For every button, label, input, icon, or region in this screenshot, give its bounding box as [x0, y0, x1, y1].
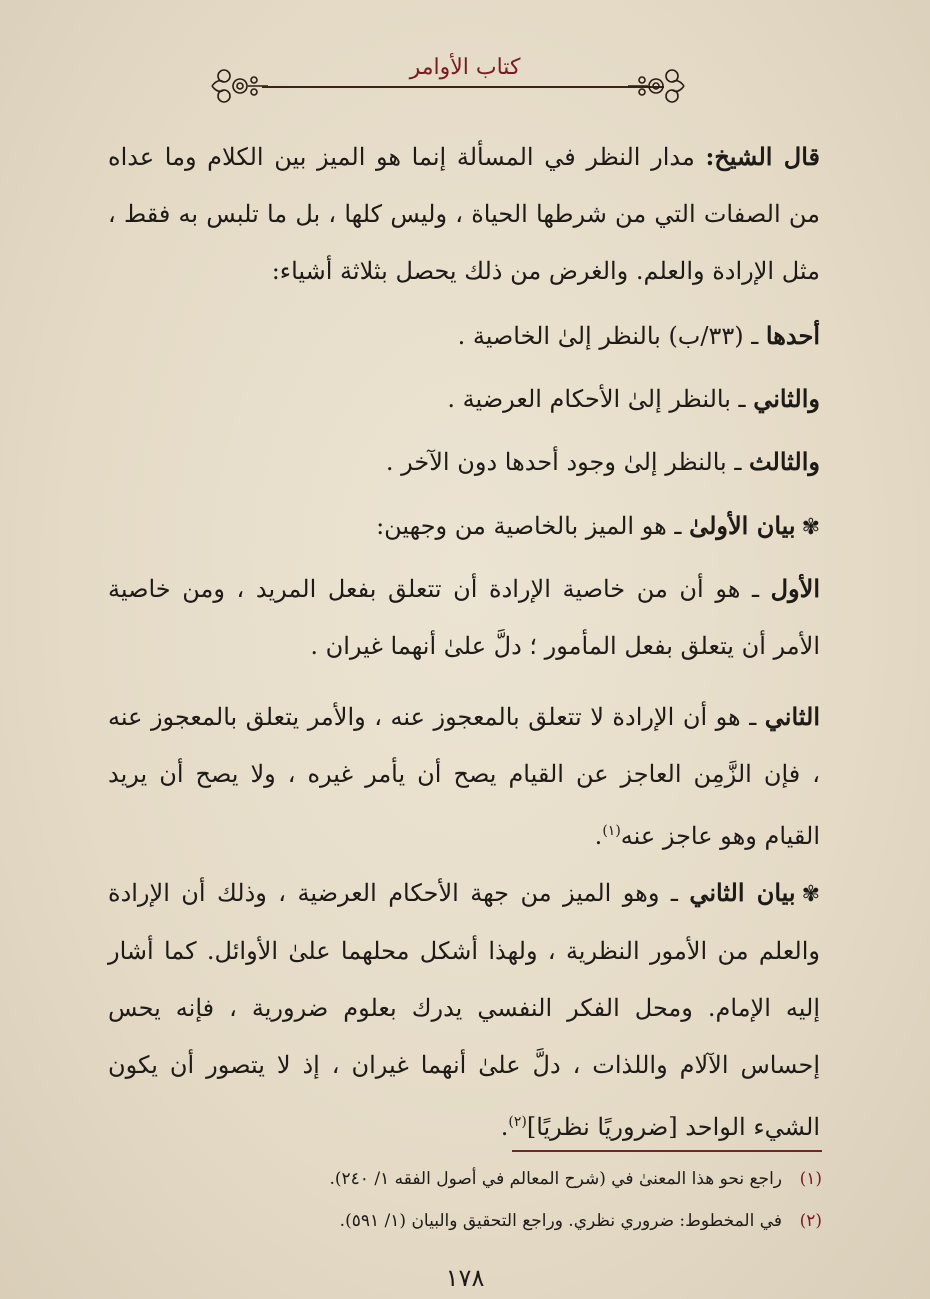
- list-item: [108, 370, 820, 428]
- paragraph-first: [108, 560, 820, 675]
- section-lead: بيان الثاني: [689, 878, 796, 907]
- flower-marker-icon: ✾: [801, 515, 820, 540]
- paragraph-lead: الثاني: [764, 702, 820, 731]
- list-item: [108, 433, 820, 491]
- header-ornament-left-icon: [210, 66, 268, 106]
- paragraph-text: ـ هو أن من خاصية الإرادة أن تتعلق بفعل المريد ، ومن خاصية الأمر أن يتعلق بفعل المأمور ؛ دلَّ علىٰ أنهما غيران .: [108, 575, 820, 660]
- section-bayan-second: [108, 864, 820, 1156]
- section-text: ـ وهو الميز من جهة الأحكام العرضية ، وذلك أن الإرادة والعلم من الأمور النظرية ، ولهذا أشكل محلهما علىٰ الأوائل. كما أشار إليه الإمام. ومحل الفكر النفسي يدرك بعلوم ضرورية ، فإنه يحس إحساس الآلام واللذات ، دلَّ علىٰ أنهما غيران ، إذ لا يتصور أن يكون الشيء الواحد [ضروريًا نظريًا]: [108, 879, 821, 1141]
- list-item: [108, 307, 820, 365]
- footnote-number: (١): [799, 1169, 822, 1189]
- section-bayan-first: [108, 497, 820, 556]
- page-number: ١٧٨: [445, 1264, 485, 1292]
- running-header-title: كتاب الأوامر: [409, 55, 521, 80]
- paragraph-second: [108, 688, 820, 865]
- footnote-text: راجع نحو هذا المعنىٰ في (شرح المعالم في أصول الفقه ١/ ٢٤٠).: [329, 1169, 782, 1189]
- footnote: [110, 1206, 822, 1236]
- item-lead: والثالث: [748, 447, 820, 476]
- paragraph-tail: .: [594, 822, 603, 850]
- footnote: [110, 1164, 822, 1194]
- paragraph-lead: الأول: [770, 574, 820, 603]
- section-text: ـ هو الميز بالخاصية من وجهين:: [376, 512, 690, 540]
- header-rule: [262, 86, 664, 88]
- paragraph-text: مدار النظر في المسألة إنما هو الميز بين الكلام وما عداه من الصفات التي من شرطها الحياة ، وليس كلها ، بل ما تلبس به فقط ، مثل الإرادة والعلم. والغرض من ذلك يحصل بثلاثة أشياء:: [108, 143, 820, 285]
- paragraph-tail: .: [500, 1113, 509, 1141]
- header-ornament-right-icon: [628, 66, 686, 106]
- footnote-ref[interactable]: (٢): [508, 1114, 527, 1130]
- item-text: ـ (٣٣/ب) بالنظر إلىٰ الخاصية .: [457, 322, 766, 350]
- footnote-text: في المخطوط: ضروري نظري. وراجع التحقيق والبيان (١/ ٥٩١).: [339, 1211, 782, 1231]
- footnote-number: (٢): [799, 1211, 822, 1231]
- item-lead: أحدها: [765, 321, 820, 350]
- item-text: ـ بالنظر إلىٰ الأحكام العرضية .: [447, 385, 754, 413]
- paragraph-shaykh: [108, 128, 820, 300]
- item-text: ـ بالنظر إلىٰ وجود أحدها دون الآخر .: [385, 448, 749, 476]
- section-lead: بيان الأولىٰ: [689, 511, 796, 540]
- footnote-ref[interactable]: (١): [602, 823, 621, 839]
- paragraph-text: ـ هو أن الإرادة لا تتعلق بالمعجوز عنه ، والأمر يتعلق بالمعجوز عنه ، فإن الزَّمِن العاجز عن القيام يصح أن يأمر غيره ، ولا يصح أن يريد القيام وهو عاجز عنه: [108, 703, 820, 850]
- paragraph-lead: قال الشيخ:: [705, 142, 821, 171]
- item-lead: والثاني: [753, 384, 820, 413]
- footnote-separator: [512, 1150, 822, 1152]
- flower-marker-icon: ✾: [801, 882, 820, 907]
